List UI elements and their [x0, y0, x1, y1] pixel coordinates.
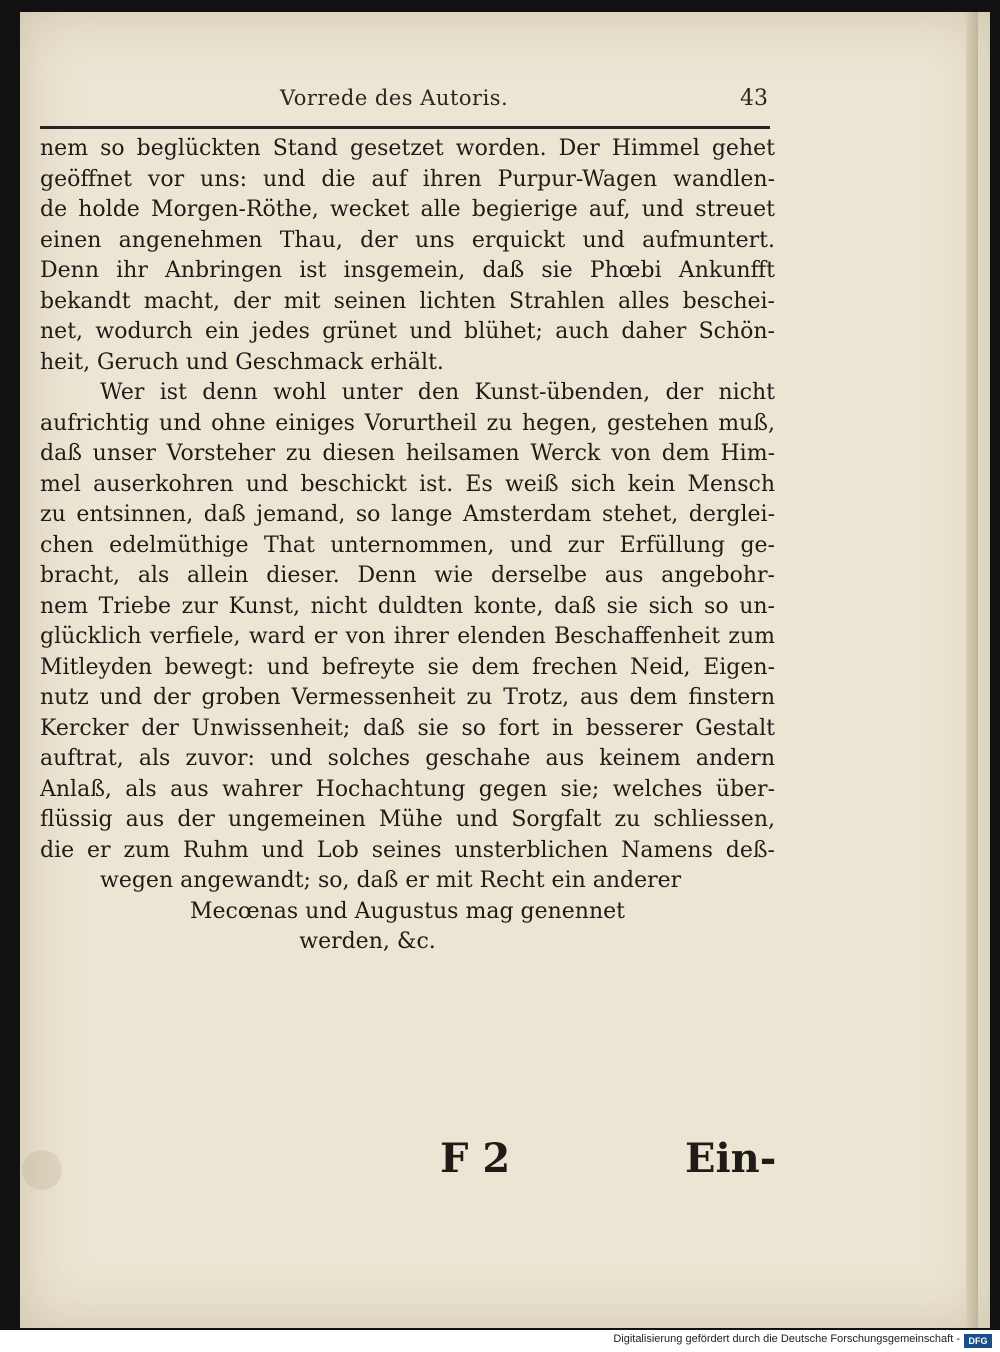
text-line: net, wodurch ein jedes grünet und blühet; auch daher Schön-	[40, 319, 775, 344]
text-line: einen angenehmen Thau, der uns erquickt und aufmuntert.	[40, 227, 775, 253]
text-line: die er zum Ruhm und Lob seines unsterblichen Namens deß-	[40, 837, 775, 863]
page-header	[40, 86, 770, 126]
text-line: bracht, als allein dieser. Denn wie derselbe aus angebohr-	[40, 563, 775, 588]
body-text	[40, 134, 775, 958]
funding-note: Digitalisierung gefördert durch die Deutsche Forschungsgemeinschaft -	[613, 1333, 960, 1345]
signature-mark: F 2	[440, 1135, 511, 1182]
page-footer	[40, 1135, 775, 1195]
text-line: heit, Geruch und Geschmack erhält.	[40, 349, 444, 375]
text-line: Mitleyden bewegt: und befreyte sie dem frechen Neid, Eigen-	[40, 654, 775, 680]
text-line: Mecœnas und Augustus mag genennet	[189, 898, 626, 924]
page-edge	[966, 12, 978, 1328]
text-line: nem Triebe zur Kunst, nicht duldten konte, daß sie sich so un-	[40, 593, 775, 619]
header-rule	[40, 126, 770, 129]
text-line: Kercker der Unwissenheit; daß sie so fort in besserer Gestalt	[40, 715, 775, 741]
funding-bar	[0, 1330, 1000, 1352]
page-number: 43	[740, 86, 768, 111]
text-line: mel auserkohren und beschickt ist. Es weiß sich kein Mensch	[40, 471, 775, 497]
text-line: Wer ist denn wohl unter den Kunst-übenden, der nicht	[100, 380, 775, 405]
running-title: Vorrede des Autoris.	[280, 86, 509, 110]
text-line: auftrat, als zuvor: und solches geschahe aus keinem andern	[40, 746, 775, 771]
text-line: aufrichtig und ohne einiges Vorurtheil zu hegen, gestehen muß,	[40, 410, 775, 436]
text-line: zu entsinnen, daß jemand, so lange Amsterdam stehet, derglei-	[40, 502, 775, 527]
text-line: Denn ihr Anbringen ist insgemein, daß sie Phœbi Ankunfft	[40, 258, 775, 283]
dfg-logo: DFG	[964, 1334, 992, 1348]
text-line: werden, &c.	[299, 929, 436, 954]
text-line: chen edelmüthige That unternommen, und zur Erfüllung ge-	[40, 532, 775, 558]
catchword: Ein-	[685, 1135, 777, 1182]
text-line: flüssig aus der ungemeinen Mühe und Sorgfalt zu schliessen,	[40, 807, 775, 832]
text-line: daß unser Vorsteher zu diesen heilsamen Werck von dem Him-	[40, 441, 775, 466]
text-line: wegen angewandt; so, daß er mit Recht ein anderer	[100, 868, 682, 893]
text-line: geöffnet vor uns: und die auf ihren Purpur-Wagen wandlen-	[40, 166, 775, 192]
text-line: bekandt macht, der mit seinen lichten Strahlen alles beschei-	[40, 288, 775, 314]
text-line: nutz und der groben Vermessenheit zu Trotz, aus dem finstern	[40, 685, 775, 710]
text-line: Anlaß, als aus wahrer Hochachtung gegen sie; welches über-	[40, 776, 775, 802]
text-line: glücklich verfiele, ward er von ihrer elenden Beschaffenheit zum	[40, 624, 775, 649]
text-line: nem so beglückten Stand gesetzet worden. Der Himmel gehet	[40, 136, 775, 161]
text-line: de holde Morgen-Röthe, wecket alle begierige auf, und streuet	[40, 197, 775, 222]
